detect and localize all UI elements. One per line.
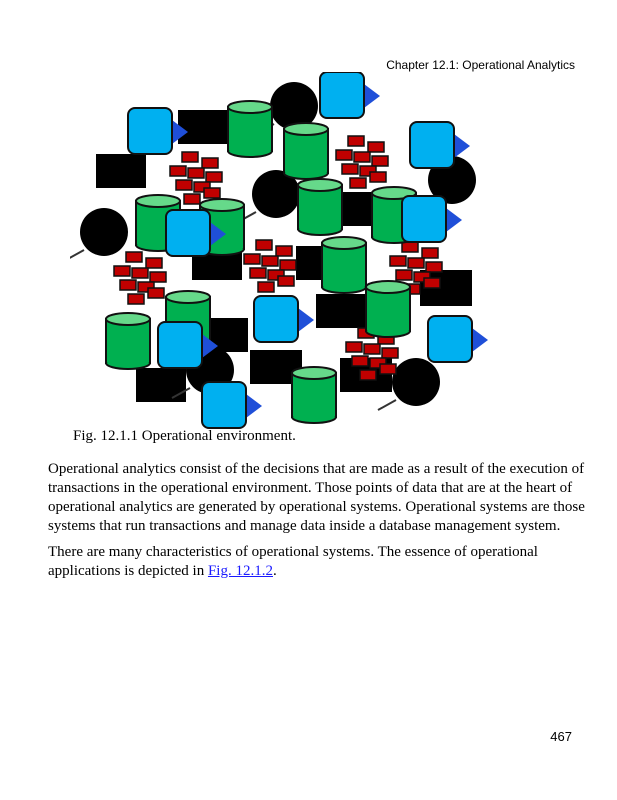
body-paragraph-1: Operational analytics consist of the decisions that are made as a result of the execution of transactions in the operational environment. Those points of data that are at the heart of operational analytics are generated by operational systems. Operational systems are those systems that run transactions and manage data inside a database management system. xyxy=(48,461,585,534)
fig-12-1-2-link[interactable]: Fig. 12.1.2 xyxy=(207,563,273,579)
figure-caption: Fig. 12.1.1 Operational environment. xyxy=(73,428,296,444)
paragraph-2-text: There are many characteristics of operational systems. The essence of operational applications is depicted in xyxy=(48,544,538,579)
body-paragraph-2 xyxy=(48,543,588,581)
page-number: 467 xyxy=(550,729,572,744)
operational-environment-figure xyxy=(70,72,510,432)
paragraph-2-end: . xyxy=(272,563,277,579)
running-header: Chapter 12.1: Operational Analytics xyxy=(386,58,575,72)
